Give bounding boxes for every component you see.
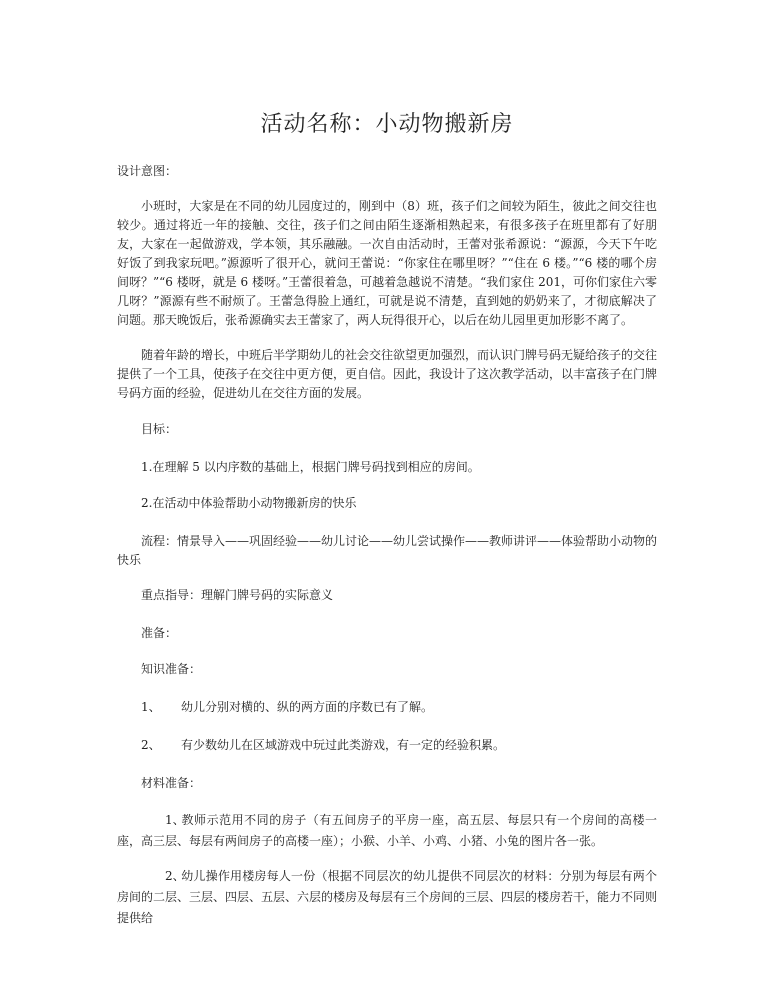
material-item <box>117 866 657 929</box>
prep-heading: 准备： <box>141 626 178 640</box>
list-number: 2、 <box>141 738 161 752</box>
list-text: 教师示范用不同的房子（有五间房子的平房一座，高五层、每层只有一个房间的高楼一座，高三层、每层有两间房子的高楼一座）；小猴、小羊、小鸡、小猪、小兔的图片各一张。 <box>117 813 657 848</box>
process-line: 流程：情景导入——巩固经验——幼儿讨论——幼儿尝试操作——教师讲评——体验帮助小动物的快乐 <box>117 534 658 567</box>
list-number: 1、 <box>165 813 185 827</box>
list-text: 幼儿操作用楼房每人一份（根据不同层次的幼儿提供不同层次的材料：分别为每层有两个房间的二层、三层、四层、五层、六层的楼房及每层有三个房间的三层、四层的楼房若干，能力不同则提供给 <box>117 869 658 925</box>
goal-item-2: 2.在活动中体验帮助小动物搬新房的快乐 <box>141 496 357 510</box>
knowledge-item <box>141 698 657 717</box>
list-text: 有少数幼儿在区域游戏中玩过此类游戏，有一定的经验积累。 <box>181 738 506 752</box>
material-item <box>117 810 657 852</box>
list-number: 1、 <box>141 700 161 714</box>
material-heading: 材料准备： <box>141 776 202 790</box>
knowledge-heading: 知识准备： <box>141 662 202 676</box>
goal-heading: 目标： <box>141 422 178 436</box>
knowledge-item <box>141 736 657 755</box>
design-paragraph-1: 小班时，大家是在不同的幼儿园度过的，刚到中（8）班，孩子们之间较为陌生，彼此之间交往也较少。通过将近一年的接触、交往，孩子们之间由陌生逐渐相熟起来，有很多孩子在班里都有了好朋友，大家在一起做游戏，学本领，其乐融融。一次自由活动时，王蕾对张希源说：“源源，今天下午吃好饭了到我家玩吧。”源源听了很开心，就问王蕾说：“你家住在哪里呀？”“住在 6 楼。”“6 楼的哪个房间呀？”“6 楼呀，就是 6 楼呀。”王蕾很着急，可越着急越说不清楚。“我们家住 201，可你们家住六零几呀？”源源有些不耐烦了。王蕾急得脸上通红，可就是说不清楚，直到她的奶奶来了，才彻底解决了问题。那天晚饭后，张希源确实去王蕾家了，两人玩得很开心，以后在幼儿园里更加形影不离了。 <box>117 199 657 327</box>
page-title: 活动名称：小动物搬新房 <box>260 111 514 137</box>
design-heading: 设计意图： <box>117 164 178 178</box>
list-text: 幼儿分别对横的、纵的两方面的序数已有了解。 <box>181 700 434 714</box>
goal-item-1: 1.在理解 5 以内序数的基础上，根据门牌号码找到相应的房间。 <box>141 460 480 474</box>
list-number: 2、 <box>165 869 185 883</box>
design-paragraph-2: 随着年龄的增长，中班后半学期幼儿的社会交往欲望更加强烈，而认识门牌号码无疑给孩子的交往提供了一个工具，使孩子在交往中更方便，更自信。因此，我设计了这次教学活动，以丰富孩子在门牌号码方面的经验，促进幼儿在交往方面的发展。 <box>117 348 658 400</box>
key-point: 重点指导：理解门牌号码的实际意义 <box>141 588 334 602</box>
